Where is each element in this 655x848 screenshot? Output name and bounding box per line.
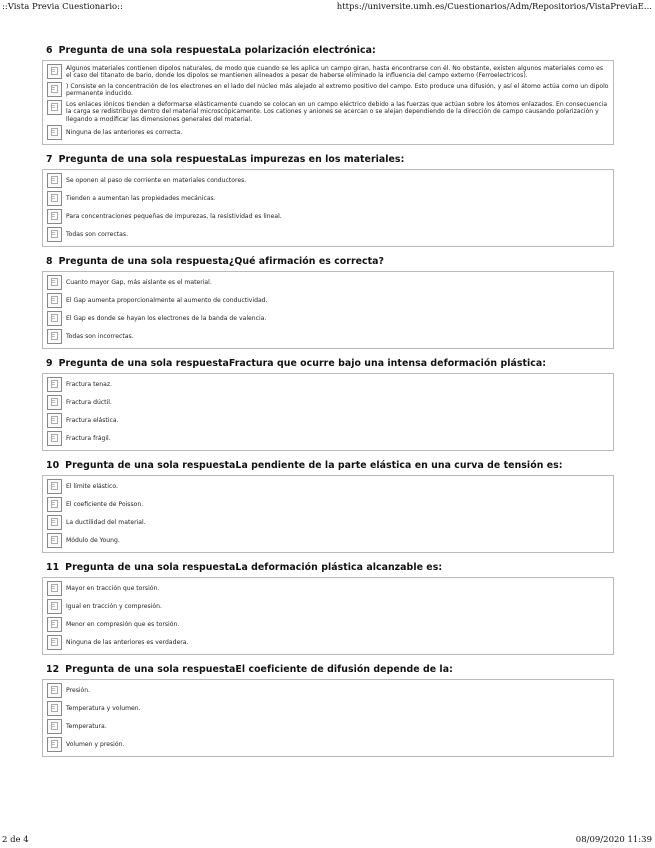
question-title bbox=[46, 664, 614, 675]
answer-image-icon[interactable] bbox=[47, 701, 62, 716]
answer-text: Fractura tenaz. bbox=[66, 381, 112, 389]
answer-text: Mayor en tracción que torsión. bbox=[66, 585, 160, 593]
answer-text: Todas son correctas. bbox=[66, 231, 129, 239]
answer-option[interactable] bbox=[47, 100, 609, 123]
answer-text: Fractura frágil. bbox=[66, 435, 111, 443]
answer-image-icon[interactable] bbox=[47, 377, 62, 392]
answer-image-icon[interactable] bbox=[47, 275, 62, 290]
question-number: 10 bbox=[46, 460, 60, 472]
question-number: 12 bbox=[46, 664, 60, 676]
question-number: 7 bbox=[46, 154, 53, 166]
answer-image-icon[interactable] bbox=[47, 173, 62, 188]
question-text: Pregunta de una sola respuestaLa pendiente de la parte elástica en una curva de tensión es: bbox=[65, 460, 563, 472]
question-number: 8 bbox=[46, 256, 53, 268]
question-text: Pregunta de una sola respuesta¿Qué afirmación es correcta? bbox=[58, 256, 385, 268]
question-number: 6 bbox=[46, 45, 53, 56]
answer-option[interactable] bbox=[47, 533, 609, 549]
answer-text: Todas son incorrectas. bbox=[66, 333, 134, 341]
browser-print-footer bbox=[0, 834, 655, 848]
answer-option[interactable] bbox=[47, 719, 609, 735]
answer-options bbox=[42, 373, 614, 451]
answer-option[interactable] bbox=[47, 737, 609, 753]
answer-options bbox=[42, 679, 614, 757]
answer-text: Cuanto mayor Gap, más aislante es el material. bbox=[66, 279, 212, 287]
answer-image-icon[interactable] bbox=[47, 191, 62, 206]
question-7 bbox=[42, 154, 614, 247]
answer-image-icon[interactable] bbox=[47, 515, 62, 530]
answer-option[interactable] bbox=[47, 497, 609, 513]
answer-option[interactable] bbox=[47, 701, 609, 717]
question-text: Pregunta de una sola respuestaLas impurezas en los materiales: bbox=[58, 154, 405, 166]
question-number: 9 bbox=[46, 358, 53, 370]
answer-text: Fractura elástica. bbox=[66, 417, 119, 425]
answer-text: La ductilidad del material. bbox=[66, 519, 146, 527]
answer-text: Igual en tracción y compresión. bbox=[66, 603, 162, 611]
answer-image-icon[interactable] bbox=[47, 737, 62, 752]
answer-image-icon[interactable] bbox=[47, 329, 62, 344]
answer-option[interactable] bbox=[47, 125, 609, 141]
question-text: Pregunta de una sola respuestaFractura que ocurre bajo una intensa deformación plástica: bbox=[58, 358, 547, 370]
answer-option[interactable] bbox=[47, 311, 609, 327]
answer-image-icon[interactable] bbox=[47, 227, 62, 242]
answer-image-icon[interactable] bbox=[47, 479, 62, 494]
answer-option[interactable] bbox=[47, 635, 609, 651]
print-datetime: 08/09/2020 11:39 bbox=[575, 835, 652, 845]
answer-option[interactable] bbox=[47, 515, 609, 531]
answer-text: El Gap es donde se hayan los electrones de la banda de valencia. bbox=[66, 315, 267, 323]
question-9 bbox=[42, 358, 614, 451]
answer-text: ) Consiste en la concentración de los electrones en el lado del núcleo más alejado al extremo positivo del campo. Esto produce una difusión, y así el átomo actúa como un dipolo permanente inducido. bbox=[66, 83, 609, 98]
answer-image-icon[interactable] bbox=[47, 82, 62, 97]
answer-option[interactable] bbox=[47, 82, 609, 98]
question-number: 11 bbox=[46, 562, 60, 574]
answer-text: Se oponen al paso de corriente en materiales conductores. bbox=[66, 177, 247, 185]
answer-text: El coeficiente de Poisson. bbox=[66, 501, 144, 509]
answer-options bbox=[42, 577, 614, 655]
answer-option[interactable] bbox=[47, 293, 609, 309]
answer-text: Ninguna de las anteriores es correcta. bbox=[66, 129, 183, 137]
question-title bbox=[46, 460, 614, 471]
question-12 bbox=[42, 664, 614, 757]
question-text: Pregunta de una sola respuestaLa deformación plástica alcanzable es: bbox=[65, 562, 443, 574]
answer-image-icon[interactable] bbox=[47, 683, 62, 698]
answer-image-icon[interactable] bbox=[47, 635, 62, 650]
quiz-preview-content bbox=[42, 45, 614, 766]
question-6 bbox=[42, 45, 614, 145]
print-page-url: https://universite.umh.es/Cuestionarios/Adm/Repositorios/VistaPreviaE... bbox=[336, 2, 652, 12]
answer-text: Fractura dúctil. bbox=[66, 399, 112, 407]
answer-text: Tienden a aumentan las propiedades mecánicas. bbox=[66, 195, 216, 203]
answer-image-icon[interactable] bbox=[47, 293, 62, 308]
answer-text: Volumen y presión. bbox=[66, 741, 125, 749]
answer-text: Módulo de Young. bbox=[66, 537, 120, 545]
answer-options bbox=[42, 271, 614, 349]
question-8 bbox=[42, 256, 614, 349]
answer-option[interactable] bbox=[47, 617, 609, 633]
question-text: Pregunta de una sola respuestaLa polarización electrónica: bbox=[58, 45, 376, 56]
answer-image-icon[interactable] bbox=[47, 431, 62, 446]
answer-option[interactable] bbox=[47, 377, 609, 393]
answer-image-icon[interactable] bbox=[47, 617, 62, 632]
question-title bbox=[46, 562, 614, 573]
answer-option[interactable] bbox=[47, 479, 609, 495]
answer-image-icon[interactable] bbox=[47, 581, 62, 596]
answer-options bbox=[42, 169, 614, 247]
answer-image-icon[interactable] bbox=[47, 599, 62, 614]
question-10 bbox=[42, 460, 614, 553]
answer-text: Presión. bbox=[66, 687, 91, 695]
page-number: 2 de 4 bbox=[2, 835, 29, 845]
answer-option[interactable] bbox=[47, 683, 609, 699]
browser-print-header bbox=[0, 0, 655, 14]
answer-option[interactable] bbox=[47, 275, 609, 291]
question-title bbox=[46, 256, 614, 267]
answer-options bbox=[42, 60, 614, 145]
question-title bbox=[46, 358, 614, 369]
question-11 bbox=[42, 562, 614, 655]
answer-image-icon[interactable] bbox=[47, 209, 62, 224]
answer-text: Ninguna de las anteriores es verdadera. bbox=[66, 639, 189, 647]
answer-text: Algunos materiales contienen dipolos naturales, de modo que cuando se les aplica un campo giran, hasta encontrarse con él. No obstante, existen algunos materiales como es el caso del titanato de bario, donde los dipolos se mantienen alineados a pesar de haberse eliminado la influencia del campo externo (Ferroelectricos). bbox=[66, 65, 604, 80]
question-text: Pregunta de una sola respuestaEl coeficiente de difusión depende de la: bbox=[65, 664, 453, 676]
answer-option[interactable] bbox=[47, 431, 609, 447]
answer-image-icon[interactable] bbox=[47, 100, 62, 115]
answer-option[interactable] bbox=[47, 581, 609, 597]
answer-image-icon[interactable] bbox=[47, 719, 62, 734]
answer-text: Temperatura. bbox=[66, 723, 107, 731]
answer-text: El límite elástico. bbox=[66, 483, 118, 491]
answer-option[interactable] bbox=[47, 64, 609, 80]
answer-image-icon[interactable] bbox=[47, 497, 62, 512]
answer-option[interactable] bbox=[47, 209, 609, 225]
answer-image-icon[interactable] bbox=[47, 395, 62, 410]
answer-option[interactable] bbox=[47, 413, 609, 429]
answer-text: Los enlaces iónicos tienden a deformarse elásticamente cuando se colocan en un campo eléctrico debido a las fuerzas que actúan sobre los átomos enlazados. En consecuencia la carga se redistribuye dentro del material microscópicamente. Los cationes y aniones se acercan o se alejan dependiendo de la dirección de campo causando polarización y llegando a modificar las dimensiones generales del material. bbox=[66, 101, 608, 123]
answer-text: Menor en compresión que es torsión. bbox=[66, 621, 180, 629]
answer-options bbox=[42, 475, 614, 553]
answer-text: Para concentraciones pequeñas de impurezas, la resistividad es lineal. bbox=[66, 213, 282, 221]
answer-text: Temperatura y volumen. bbox=[66, 705, 141, 713]
answer-option[interactable] bbox=[47, 599, 609, 615]
answer-option[interactable] bbox=[47, 191, 609, 207]
answer-image-icon[interactable] bbox=[47, 64, 62, 79]
question-title bbox=[46, 154, 614, 165]
answer-option[interactable] bbox=[47, 227, 609, 243]
answer-option[interactable] bbox=[47, 395, 609, 411]
answer-image-icon[interactable] bbox=[47, 413, 62, 428]
answer-image-icon[interactable] bbox=[47, 533, 62, 548]
question-title bbox=[46, 45, 614, 56]
answer-image-icon[interactable] bbox=[47, 311, 62, 326]
answer-image-icon[interactable] bbox=[47, 125, 62, 140]
answer-text: El Gap aumenta proporcionalmente al aumento de conductividad. bbox=[66, 297, 268, 305]
answer-option[interactable] bbox=[47, 173, 609, 189]
answer-option[interactable] bbox=[47, 329, 609, 345]
print-page-title: ::Vista Previa Cuestionario:: bbox=[2, 2, 123, 12]
